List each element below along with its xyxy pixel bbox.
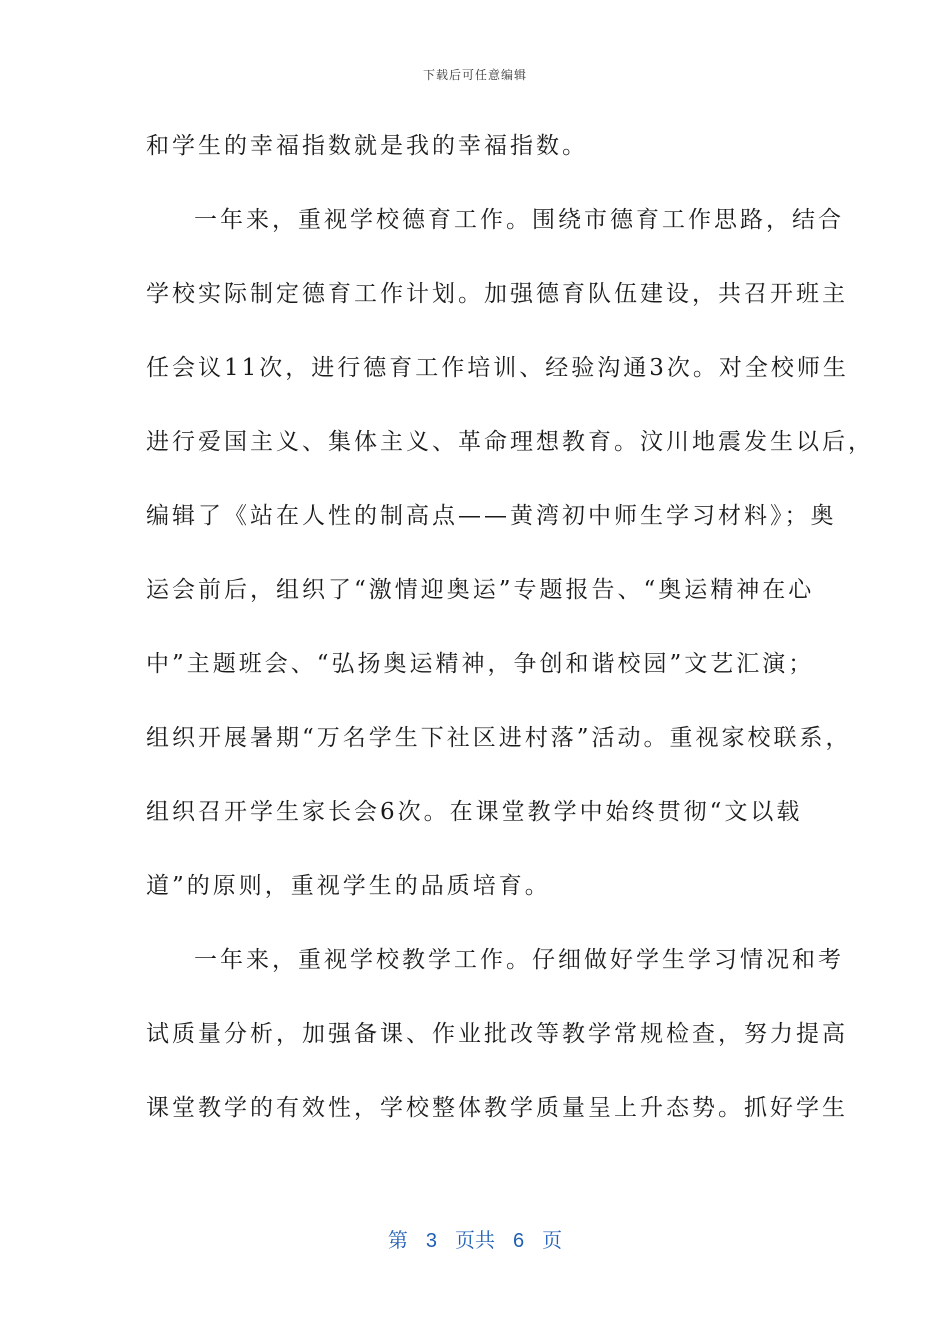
document-body — [146, 118, 874, 1154]
text-line: 道”的原则，重视学生的品质培育。 — [146, 873, 551, 899]
page-footer — [0, 1224, 950, 1253]
text-line: 和学生的幸福指数就是我的幸福指数。 — [146, 133, 588, 159]
text-line: 编辑了《站在人性的制高点——黄湾初中师生学习材料》；奥 — [146, 503, 837, 529]
text-line: 运会前后，组织了“激情迎奥运”专题报告、“奥运精神在心 — [146, 577, 815, 603]
footer-middle: 页共 — [455, 1230, 495, 1252]
paragraph-start-line: 一年来，重视学校德育工作。围绕市德育工作思路，结合 — [194, 207, 844, 233]
text-line: 任会议11次，进行德育工作培训、经验沟通3次。对全校师生 — [146, 355, 849, 381]
footer-prefix: 第 — [387, 1230, 408, 1252]
current-page-number: 3 — [425, 1230, 437, 1252]
text-line: 组织召开学生家长会6次。在课堂教学中始终贯彻“文以载 — [146, 799, 803, 825]
footer-suffix: 页 — [542, 1230, 563, 1252]
total-pages-number: 6 — [513, 1230, 525, 1252]
page-header-note: 下载后可任意编辑 — [422, 68, 527, 82]
text-line: 中”主题班会、“弘扬奥运精神，争创和谐校园”文艺汇演； — [146, 651, 815, 677]
text-line: 课堂教学的有效性，学校整体教学质量呈上升态势。抓好学生 — [146, 1095, 848, 1121]
paragraph-start-line: 一年来，重视学校教学工作。仔细做好学生学习情况和考 — [194, 947, 844, 973]
text-line: 试质量分析，加强备课、作业批改等教学常规检查，努力提高 — [146, 1021, 848, 1047]
text-line: 进行爱国主义、集体主义、革命理想教育。汶川地震发生以后， — [146, 429, 874, 455]
text-line: 组织开展暑期“万名学生下社区进村落”活动。重视家校联系， — [146, 725, 852, 751]
text-line: 学校实际制定德育工作计划。加强德育队伍建设，共召开班主 — [146, 281, 848, 307]
